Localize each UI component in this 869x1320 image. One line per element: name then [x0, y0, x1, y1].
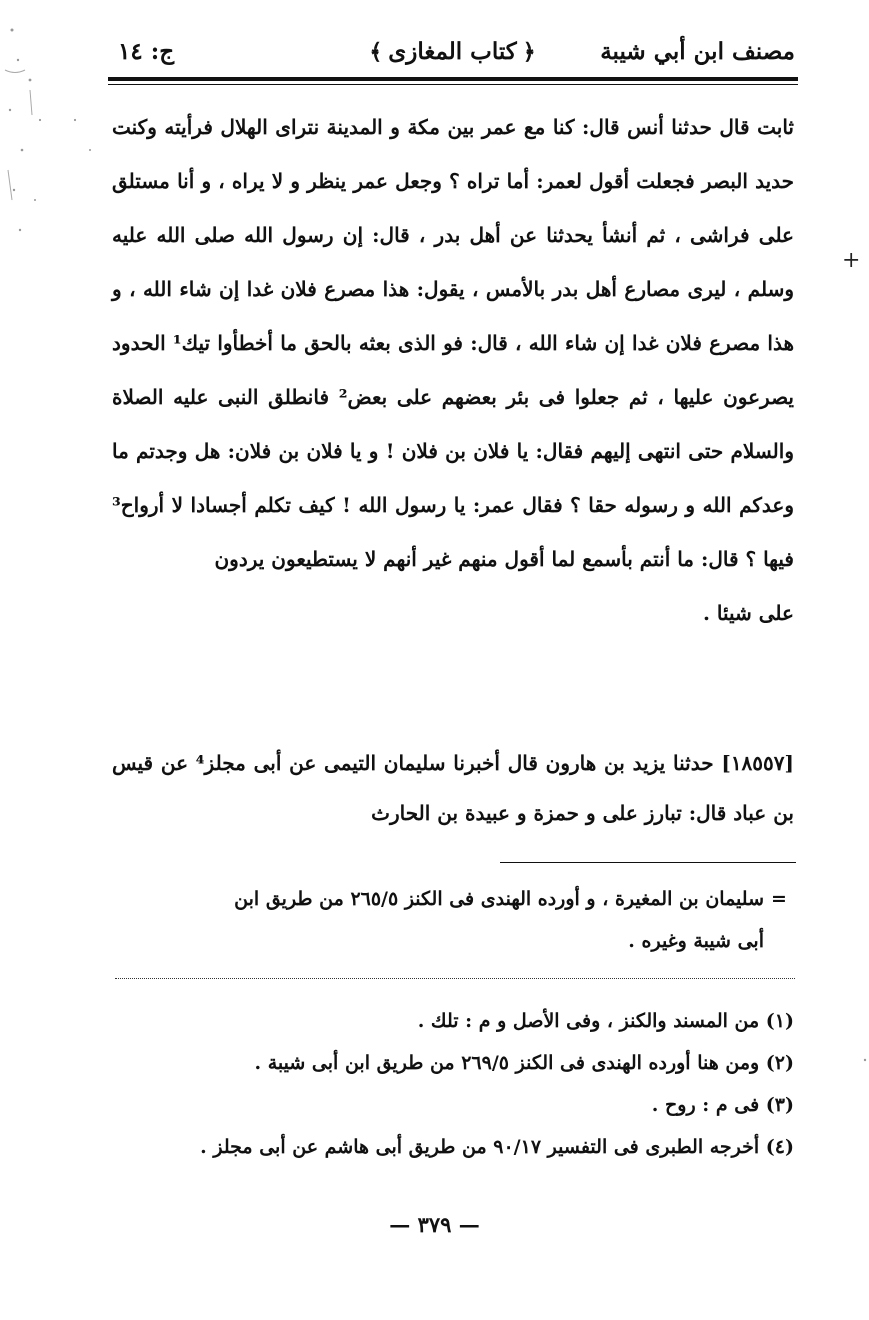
- main-last-line: على شيئا .: [702, 601, 794, 625]
- page-number: — ٣٧٩ —: [389, 1212, 480, 1237]
- footnote-2: (٢) ومن هنا أورده الهندى فى الكنز ٢٦٩/٥ من طريق ابن أبى شيبة .: [254, 1052, 794, 1074]
- entry-text: حدثنا يزيد بن هارون قال أخبرنا سليمان التيمى عن أبى مجلز⁴ عن قيس بن عباد قال: تبارز على و حمزة و عبيدة بن الحارث: [112, 751, 794, 825]
- volume-number: ج: ١٤: [118, 38, 175, 65]
- ornate-bracket-right: ﴾: [369, 39, 383, 65]
- ornate-bracket-left: ﴿: [522, 39, 536, 65]
- main-paragraph: ثابت قال حدثنا أنس قال: كنا مع عمر بين مكة و المدينة نتراى الهلال فرأيته وكنت حديد البصر فجعلت أقول لعمر: أما تراه ؟ وجعل عمر ينظر و لا يراه ، و أنا مستلق على فراشى ، ثم أنشأ يحدثنا عن أهل بدر ، قال: إن رسول الله صلى الله عليه وسلم ، ليرى مصارع أهل بدر بالأمس ، يقول: هذا مصرع فلان غدا إن شاء الله ، و هذا مصرع فلان غدا إن شاء الله ، قال: فو الذى بعثه بالحق ما أخطأوا تيك¹ الحدود يصرعون عليها ، ثم جعلوا فى بئر بعضهم على بعض² فانطلق النبى عليه الصلاة والسلام حتى انتهى إليهم فقال: يا فلان بن فلان ! و يا فلان بن فلان: هل وجدتم ما وعدكم الله و رسوله حقا ؟ فقال عمر: يا رسول الله ! كيف تكلم أجسادا لا أرواح³ فيها ؟ قال: ما أنتم بأسمع لما أقول منهم غير أنهم لا يستطيعون يردون: [112, 115, 795, 571]
- footnote-4: (٤) أخرجه الطبرى فى التفسير ٩٠/١٧ من طريق أبى هاشم عن أبى مجلز .: [200, 1136, 794, 1158]
- book-title: مصنف ابن أبي شيبة: [600, 38, 795, 65]
- margin-cross-mark: +: [842, 248, 861, 273]
- section-title: كتاب المغازى: [388, 38, 517, 65]
- carry-text-1: سليمان بن المغيرة ، و أورده الهندى فى الكنز ٢٦٥/٥ من طريق ابن: [234, 888, 764, 910]
- entry-number: [١٨٥٥٧]: [721, 751, 794, 775]
- footnote-3: (٣) فى م : روح .: [651, 1094, 794, 1116]
- footnote-1: (١) من المسند والكنز ، وفى الأصل و م : تلك .: [417, 1010, 794, 1032]
- continuation-marker: =: [771, 888, 787, 910]
- carry-line-2: أبى شيبة وغيره .: [628, 930, 764, 952]
